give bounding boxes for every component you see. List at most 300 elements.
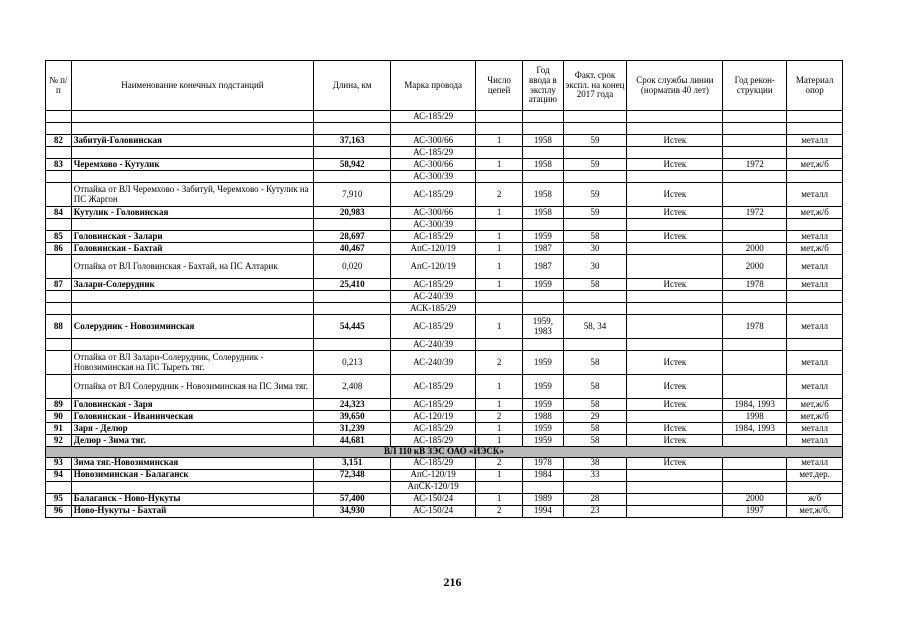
length-km-cell: 37,163 (314, 135, 391, 147)
reconstruction-year-cell (723, 351, 787, 375)
wire-brand-cell: АпС-120/19 (391, 243, 476, 255)
length-km-cell (314, 111, 391, 123)
length-km-cell: 31,239 (314, 423, 391, 435)
circuit-count-cell (475, 219, 522, 231)
service-age-cell (563, 111, 627, 123)
substation-name-cell: Отпайка от ВЛ Головинская - Бахтай, на ПС Алтарик (71, 255, 313, 279)
row-number-cell: 82 (46, 135, 72, 147)
service-age-cell (563, 219, 627, 231)
substation-name-cell: Ново-Нукуты - Бахтай (71, 505, 313, 517)
wire-brand-cell: АС-300/66 (391, 135, 476, 147)
table-row (46, 207, 843, 219)
circuit-count-cell (475, 123, 522, 135)
row-number-cell (46, 351, 72, 375)
commission-year-cell: 1958 (523, 159, 563, 171)
pole-material-cell: металл (787, 135, 843, 147)
wire-brand-cell: АС-185/29 (391, 279, 476, 291)
reconstruction-year-cell (723, 303, 787, 315)
pole-material-cell (787, 303, 843, 315)
pole-material-cell: металл (787, 255, 843, 279)
row-number-cell: 94 (46, 469, 72, 481)
circuit-count-cell: 1 (475, 423, 522, 435)
wire-brand-cell: АС-150/24 (391, 493, 476, 505)
length-km-cell (314, 303, 391, 315)
reconstruction-year-cell: 1978 (723, 279, 787, 291)
table-row (46, 505, 843, 517)
circuit-count-cell: 1 (475, 243, 522, 255)
service-life-status-cell (627, 315, 723, 339)
table-row (46, 159, 843, 171)
length-km-cell: 3,151 (314, 457, 391, 469)
reconstruction-year-cell: 1978 (723, 315, 787, 339)
row-number-cell (46, 255, 72, 279)
service-age-cell: 33 (563, 469, 627, 481)
row-number-cell (46, 123, 72, 135)
wire-brand-cell: АпС-120/19 (391, 255, 476, 279)
table-row (46, 339, 843, 351)
circuit-count-cell (475, 291, 522, 303)
reconstruction-year-cell (723, 469, 787, 481)
length-km-cell (314, 171, 391, 183)
commission-year-cell: 1978 (523, 457, 563, 469)
substation-name-cell (71, 123, 313, 135)
reconstruction-year-cell: 2000 (723, 493, 787, 505)
service-age-cell: 30 (563, 255, 627, 279)
pole-material-cell: металл (787, 315, 843, 339)
length-km-cell (314, 339, 391, 351)
substation-name-cell: Черемхово - Кутулик (71, 159, 313, 171)
reconstruction-year-cell (723, 291, 787, 303)
commission-year-cell (523, 111, 563, 123)
service-life-status-cell (627, 111, 723, 123)
service-life-status-cell: Истек (627, 435, 723, 447)
circuit-count-cell (475, 111, 522, 123)
column-header: № п/п (46, 61, 72, 111)
substation-name-cell: Залари-Солерудник (71, 279, 313, 291)
wire-brand-cell: АС-185/29 (391, 183, 476, 207)
service-age-cell (563, 123, 627, 135)
circuit-count-cell: 1 (475, 207, 522, 219)
commission-year-cell: 1959 (523, 351, 563, 375)
row-number-cell (46, 171, 72, 183)
substation-name-cell (71, 303, 313, 315)
row-number-cell: 84 (46, 207, 72, 219)
commission-year-cell (523, 171, 563, 183)
substation-name-cell (71, 219, 313, 231)
service-age-cell (563, 339, 627, 351)
commission-year-cell: 1958 (523, 183, 563, 207)
header-row (46, 61, 843, 111)
length-km-cell: 40,467 (314, 243, 391, 255)
column-header: Наименование конечных подстанций (71, 61, 313, 111)
table-row (46, 351, 843, 375)
service-life-status-cell: Истек (627, 183, 723, 207)
reconstruction-year-cell: 2000 (723, 255, 787, 279)
service-life-status-cell (627, 219, 723, 231)
table-row (46, 243, 843, 255)
wire-brand-cell: АС-300/39 (391, 219, 476, 231)
column-header: Марка провода (391, 61, 476, 111)
reconstruction-year-cell (723, 339, 787, 351)
service-age-cell: 38 (563, 457, 627, 469)
pole-material-cell: мет.дер. (787, 469, 843, 481)
pole-material-cell: мет,ж/б (787, 159, 843, 171)
substation-name-cell: Отпайка от ВЛ Солерудник - Новозиминская на ПС Зима тяг. (71, 375, 313, 399)
row-number-cell (46, 219, 72, 231)
circuit-count-cell: 1 (475, 435, 522, 447)
length-km-cell (314, 481, 391, 493)
length-km-cell (314, 291, 391, 303)
wire-brand-cell: АС-240/39 (391, 351, 476, 375)
substation-name-cell: Делюр - Зима тяг. (71, 435, 313, 447)
service-age-cell (563, 171, 627, 183)
length-km-cell (314, 147, 391, 159)
row-number-cell (46, 303, 72, 315)
service-age-cell: 58 (563, 231, 627, 243)
pole-material-cell: металл (787, 231, 843, 243)
wire-brand-cell: АС-185/29 (391, 375, 476, 399)
table-row (46, 123, 843, 135)
service-life-status-cell (627, 411, 723, 423)
wire-brand-cell: АС-240/39 (391, 291, 476, 303)
service-life-status-cell (627, 469, 723, 481)
service-life-status-cell: Истек (627, 457, 723, 469)
substation-name-cell (71, 339, 313, 351)
reconstruction-year-cell: 2000 (723, 243, 787, 255)
commission-year-cell: 1959 (523, 231, 563, 243)
service-life-status-cell: Истек (627, 423, 723, 435)
circuit-count-cell: 2 (475, 457, 522, 469)
circuit-count-cell: 1 (475, 159, 522, 171)
length-km-cell: 25,410 (314, 279, 391, 291)
commission-year-cell: 1958 (523, 135, 563, 147)
table-row (46, 183, 843, 207)
service-age-cell: 23 (563, 505, 627, 517)
wire-brand-cell: АС-185/29 (391, 435, 476, 447)
service-life-status-cell: Истек (627, 375, 723, 399)
wire-brand-cell: АС-185/29 (391, 423, 476, 435)
substation-name-cell (71, 171, 313, 183)
commission-year-cell: 1984 (523, 469, 563, 481)
reconstruction-year-cell (723, 375, 787, 399)
pole-material-cell: металл (787, 423, 843, 435)
row-number-cell: 91 (46, 423, 72, 435)
reconstruction-year-cell (723, 135, 787, 147)
commission-year-cell (523, 291, 563, 303)
pole-material-cell: металл (787, 351, 843, 375)
column-header: Длина, км (314, 61, 391, 111)
reconstruction-year-cell (723, 457, 787, 469)
circuit-count-cell: 1 (475, 493, 522, 505)
wire-brand-cell: АС-185/29 (391, 231, 476, 243)
reconstruction-year-cell (723, 183, 787, 207)
row-number-cell: 92 (46, 435, 72, 447)
section-row (46, 447, 843, 458)
table-row (46, 279, 843, 291)
row-number-cell (46, 375, 72, 399)
service-life-status-cell: Истек (627, 207, 723, 219)
circuit-count-cell (475, 147, 522, 159)
circuit-count-cell: 1 (475, 255, 522, 279)
substation-name-cell (71, 481, 313, 493)
service-age-cell: 59 (563, 183, 627, 207)
table-row (46, 135, 843, 147)
service-age-cell: 29 (563, 411, 627, 423)
length-km-cell: 72,348 (314, 469, 391, 481)
service-life-status-cell (627, 481, 723, 493)
table-row (46, 219, 843, 231)
length-km-cell (314, 123, 391, 135)
section-title: ВЛ 110 кВ ЗЭС ОАО «ИЭСК» (46, 447, 843, 458)
circuit-count-cell (475, 303, 522, 315)
circuit-count-cell: 1 (475, 469, 522, 481)
column-header: Год ввода в эксплу атацию (523, 61, 563, 111)
column-header: Материал опор (787, 61, 843, 111)
commission-year-cell: 1987 (523, 243, 563, 255)
column-header: Год рекон-струкции (723, 61, 787, 111)
service-age-cell: 58 (563, 375, 627, 399)
pole-material-cell (787, 481, 843, 493)
service-age-cell: 58 (563, 279, 627, 291)
wire-brand-cell: АС-185/29 (391, 457, 476, 469)
table-row (46, 111, 843, 123)
commission-year-cell (523, 303, 563, 315)
reconstruction-year-cell: 1984, 1993 (723, 399, 787, 411)
length-km-cell: 44,681 (314, 435, 391, 447)
row-number-cell (46, 339, 72, 351)
table-row (46, 423, 843, 435)
reconstruction-year-cell (723, 123, 787, 135)
service-age-cell: 58 (563, 399, 627, 411)
table-body (46, 111, 843, 518)
row-number-cell: 83 (46, 159, 72, 171)
substation-name-cell (71, 147, 313, 159)
wire-brand-cell: АС-185/29 (391, 111, 476, 123)
service-age-cell: 58, 34 (563, 315, 627, 339)
wire-brand-cell: АпСК-120/19 (391, 481, 476, 493)
service-age-cell: 30 (563, 243, 627, 255)
substation-name-cell: Отпайка от ВЛ Залари-Солерудник, Солерудник - Новозиминская на ПС Тыреть тяг. (71, 351, 313, 375)
pole-material-cell (787, 171, 843, 183)
length-km-cell: 20,983 (314, 207, 391, 219)
substation-name-cell: Кутулик - Головинская (71, 207, 313, 219)
length-km-cell: 0,213 (314, 351, 391, 375)
circuit-count-cell: 1 (475, 399, 522, 411)
substation-name-cell: Новозиминская - Балаганск (71, 469, 313, 481)
pole-material-cell: мет,ж/б (787, 411, 843, 423)
reconstruction-year-cell: 1972 (723, 207, 787, 219)
reconstruction-year-cell (723, 435, 787, 447)
commission-year-cell (523, 147, 563, 159)
service-age-cell: 28 (563, 493, 627, 505)
service-life-status-cell: Истек (627, 351, 723, 375)
service-age-cell: 59 (563, 159, 627, 171)
row-number-cell: 86 (46, 243, 72, 255)
service-life-status-cell: Истек (627, 159, 723, 171)
substation-name-cell (71, 111, 313, 123)
reconstruction-year-cell (723, 481, 787, 493)
commission-year-cell: 1987 (523, 255, 563, 279)
pole-material-cell: мет,ж/б (787, 207, 843, 219)
service-age-cell (563, 303, 627, 315)
table-row (46, 171, 843, 183)
substation-name-cell: Балаганск - Ново-Нукуты (71, 493, 313, 505)
length-km-cell: 0,020 (314, 255, 391, 279)
commission-year-cell: 1959 (523, 435, 563, 447)
table-row (46, 315, 843, 339)
substation-lines-table (45, 60, 843, 518)
row-number-cell: 93 (46, 457, 72, 469)
column-header: Срок службы линии (норматив 40 лет) (627, 61, 723, 111)
reconstruction-year-cell: 1997 (723, 505, 787, 517)
length-km-cell: 39,650 (314, 411, 391, 423)
row-number-cell: 85 (46, 231, 72, 243)
row-number-cell (46, 147, 72, 159)
column-header: Число цепей (475, 61, 522, 111)
substation-name-cell: Солерудник - Новозиминская (71, 315, 313, 339)
reconstruction-year-cell (723, 231, 787, 243)
service-life-status-cell (627, 171, 723, 183)
row-number-cell (46, 111, 72, 123)
reconstruction-year-cell: 1998 (723, 411, 787, 423)
circuit-count-cell: 1 (475, 231, 522, 243)
table-row (46, 493, 843, 505)
substation-name-cell: Заря - Делюр (71, 423, 313, 435)
service-life-status-cell (627, 123, 723, 135)
service-age-cell: 58 (563, 351, 627, 375)
row-number-cell: 95 (46, 493, 72, 505)
length-km-cell: 28,697 (314, 231, 391, 243)
table-row (46, 481, 843, 493)
pole-material-cell (787, 339, 843, 351)
pole-material-cell (787, 147, 843, 159)
service-life-status-cell: Истек (627, 135, 723, 147)
service-age-cell (563, 481, 627, 493)
table-header (46, 61, 843, 111)
service-age-cell: 58 (563, 435, 627, 447)
table-row (46, 291, 843, 303)
page-number: 216 (443, 575, 462, 589)
circuit-count-cell (475, 339, 522, 351)
table-row (46, 255, 843, 279)
column-header: Факт. срок экспл. на конец 2017 года (563, 61, 627, 111)
commission-year-cell: 1994 (523, 505, 563, 517)
reconstruction-year-cell: 1972 (723, 159, 787, 171)
service-life-status-cell (627, 303, 723, 315)
wire-brand-cell: АС-300/66 (391, 207, 476, 219)
circuit-count-cell: 1 (475, 135, 522, 147)
circuit-count-cell: 1 (475, 315, 522, 339)
table-row (46, 231, 843, 243)
substation-name-cell (71, 291, 313, 303)
service-age-cell (563, 147, 627, 159)
wire-brand-cell: АС-240/39 (391, 339, 476, 351)
wire-brand-cell: АС-185/29 (391, 399, 476, 411)
row-number-cell (46, 481, 72, 493)
row-number-cell: 89 (46, 399, 72, 411)
wire-brand-cell: АСК-185/29 (391, 303, 476, 315)
wire-brand-cell: АС-150/24 (391, 505, 476, 517)
substation-name-cell: Головинская - Иванинческая (71, 411, 313, 423)
pole-material-cell: металл (787, 279, 843, 291)
service-age-cell: 59 (563, 207, 627, 219)
commission-year-cell (523, 123, 563, 135)
substation-name-cell: Забитуй-Головинская (71, 135, 313, 147)
length-km-cell: 2,408 (314, 375, 391, 399)
pole-material-cell (787, 123, 843, 135)
pole-material-cell: мет,ж/б (787, 399, 843, 411)
substation-name-cell: Отпайка от ВЛ Черемхово - Забитуй, Черемхово - Кутулик на ПС Жаргон (71, 183, 313, 207)
commission-year-cell: 1989 (523, 493, 563, 505)
circuit-count-cell (475, 171, 522, 183)
wire-brand-cell (391, 123, 476, 135)
circuit-count-cell: 2 (475, 411, 522, 423)
circuit-count-cell: 2 (475, 505, 522, 517)
table-row (46, 457, 843, 469)
service-life-status-cell: Истек (627, 399, 723, 411)
commission-year-cell: 1958 (523, 207, 563, 219)
length-km-cell: 57,400 (314, 493, 391, 505)
table-row (46, 435, 843, 447)
wire-brand-cell: АС-185/29 (391, 315, 476, 339)
pole-material-cell: металл (787, 435, 843, 447)
row-number-cell: 96 (46, 505, 72, 517)
service-life-status-cell (627, 255, 723, 279)
circuit-count-cell: 1 (475, 375, 522, 399)
table-row (46, 399, 843, 411)
service-life-status-cell (627, 147, 723, 159)
service-age-cell: 58 (563, 423, 627, 435)
pole-material-cell (787, 111, 843, 123)
service-life-status-cell (627, 291, 723, 303)
pole-material-cell (787, 219, 843, 231)
service-life-status-cell (627, 493, 723, 505)
pole-material-cell: металл (787, 375, 843, 399)
wire-brand-cell: АС-185/29 (391, 147, 476, 159)
circuit-count-cell: 1 (475, 279, 522, 291)
reconstruction-year-cell: 1984, 1993 (723, 423, 787, 435)
row-number-cell (46, 291, 72, 303)
service-age-cell: 59 (563, 135, 627, 147)
circuit-count-cell: 2 (475, 351, 522, 375)
commission-year-cell (523, 339, 563, 351)
commission-year-cell: 1959 (523, 399, 563, 411)
circuit-count-cell (475, 481, 522, 493)
length-km-cell: 54,445 (314, 315, 391, 339)
row-number-cell: 87 (46, 279, 72, 291)
reconstruction-year-cell (723, 147, 787, 159)
length-km-cell (314, 219, 391, 231)
commission-year-cell: 1988 (523, 411, 563, 423)
wire-brand-cell: АС-300/39 (391, 171, 476, 183)
pole-material-cell: мет,ж/б. (787, 505, 843, 517)
reconstruction-year-cell (723, 219, 787, 231)
pole-material-cell (787, 291, 843, 303)
commission-year-cell (523, 481, 563, 493)
pole-material-cell: металл (787, 183, 843, 207)
row-number-cell: 88 (46, 315, 72, 339)
table-row (46, 411, 843, 423)
pole-material-cell: ж/б (787, 493, 843, 505)
substation-name-cell: Головинская - Залари (71, 231, 313, 243)
pole-material-cell: металл (787, 457, 843, 469)
commission-year-cell (523, 219, 563, 231)
length-km-cell: 58,942 (314, 159, 391, 171)
substation-name-cell: Зима тяг.-Новозиминская (71, 457, 313, 469)
service-age-cell (563, 291, 627, 303)
substation-name-cell: Головинская - Заря (71, 399, 313, 411)
commission-year-cell: 1959 (523, 375, 563, 399)
